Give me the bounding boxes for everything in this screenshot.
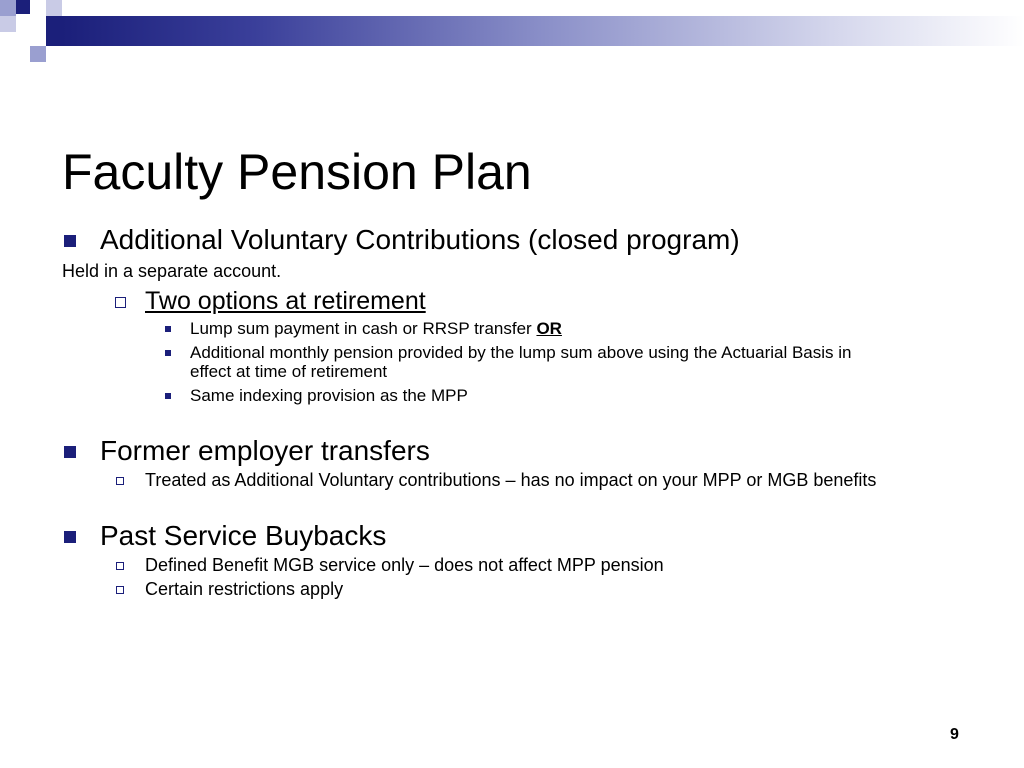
square-bullet-icon: [64, 446, 76, 458]
item2-label: Former employer transfers: [100, 435, 430, 466]
item1-note: Held in a separate account.: [62, 261, 282, 281]
option-3: Same indexing provision as the MPP: [190, 386, 468, 405]
item1-sub-heading: Two options at retirement: [145, 287, 426, 315]
small-square-bullet-icon: [165, 393, 171, 399]
item3-sub-item: Defined Benefit MGB service only – does not affect MPP pension: [145, 555, 664, 575]
small-square-bullet-icon: [165, 326, 171, 332]
hollow-square-bullet-icon: [116, 586, 124, 594]
option-2-line2: effect at time of retirement: [190, 362, 388, 381]
decor-square: [0, 0, 16, 16]
square-bullet-icon: [64, 531, 76, 543]
hollow-square-bullet-icon: [116, 562, 124, 570]
item1-label: Additional Voluntary Contributions (closed program): [100, 224, 740, 255]
decor-square: [16, 0, 30, 14]
decor-square: [30, 46, 46, 62]
hollow-square-bullet-icon: [116, 477, 124, 485]
decor-square: [46, 16, 62, 46]
item2-sub-item: Treated as Additional Voluntary contributions – has no impact on your MPP or MGB benefits: [145, 470, 877, 490]
decor-square: [46, 0, 62, 16]
decor-square: [0, 16, 16, 32]
option-2-line1: Additional monthly pension provided by the lump sum above using the Actuarial Basis in: [190, 343, 852, 362]
option-1-text: Lump sum payment in cash or RRSP transfer: [190, 319, 537, 338]
hollow-square-bullet-icon: [115, 297, 126, 308]
option-1: [190, 319, 562, 339]
item3-label: Past Service Buybacks: [100, 520, 387, 551]
item3-sub-item: Certain restrictions apply: [145, 579, 344, 599]
page-number: 9: [950, 726, 959, 743]
square-bullet-icon: [64, 235, 76, 247]
header-gradient-bar: [62, 16, 1024, 46]
slide-title: Faculty Pension Plan: [62, 144, 532, 200]
small-square-bullet-icon: [165, 350, 171, 356]
option-1-emphasis: OR: [536, 319, 562, 338]
decor-square: [16, 16, 46, 46]
